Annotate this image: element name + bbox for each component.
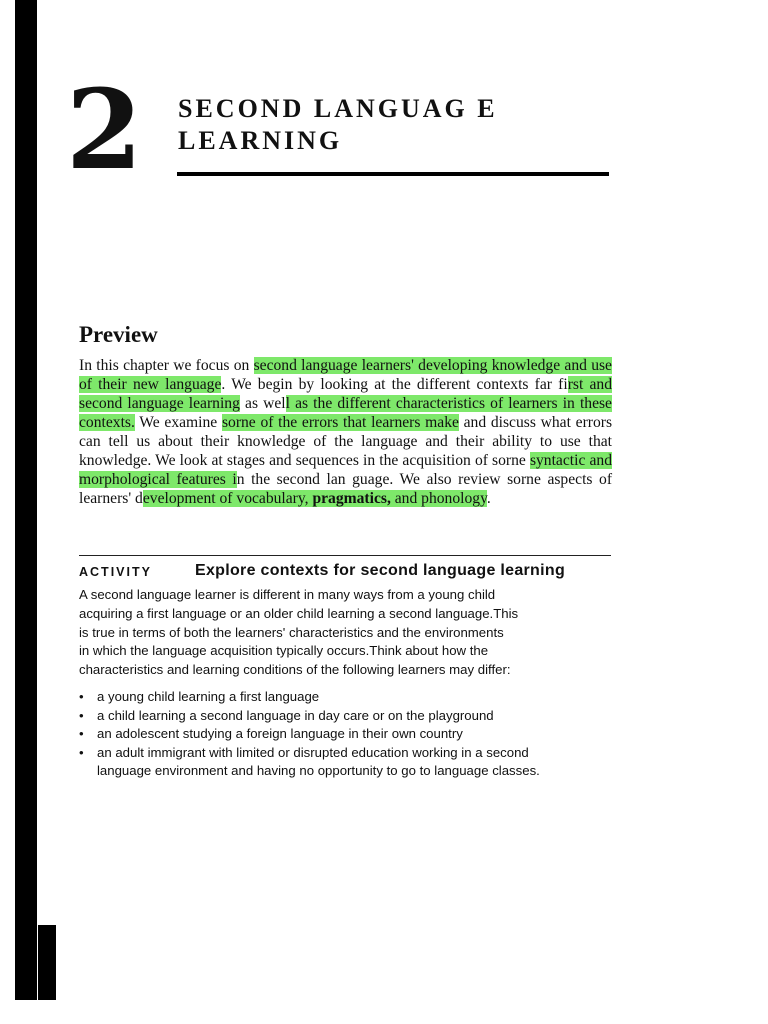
activity-line: characteristics and learning conditions of the following learners may differ: <box>79 662 511 678</box>
page-binding-edge <box>15 0 37 1000</box>
bullet-icon: • <box>79 744 84 760</box>
list-item: • a young child learning a first language <box>79 688 609 707</box>
highlighted-text: sorne of the errors that learners make <box>221 414 459 431</box>
activity-line: A second language learner is different in many ways from a young child <box>79 587 496 602</box>
preview-text: . <box>486 490 491 507</box>
list-item: • an adult immigrant with limited or disrupted education working in a second language environment and having no opportunity to go to language classes. <box>79 744 540 778</box>
preview-text: as wel <box>239 395 286 412</box>
bullet-icon: • <box>79 707 84 723</box>
chapter-title-line-2: LEARNING <box>178 126 343 155</box>
page-binding-edge-bottom <box>38 925 56 1000</box>
list-item: • an adolescent studying a foreign language in their own country <box>79 725 609 744</box>
title-rule <box>177 172 609 176</box>
activity-paragraph <box>79 586 609 680</box>
highlighted-text: pragmatics, <box>312 490 391 507</box>
preview-text: and discuss what errors can tell us about their knowledge of the language and their ability to use that knowledge. We look at stages and sequences in the acquisition of sorne <box>79 414 613 469</box>
preview-paragraph <box>79 356 612 508</box>
preview-text: We examine <box>134 414 222 431</box>
list-item: • a child learning a second language in day care or on the playground <box>79 707 609 726</box>
preview-heading: Preview <box>79 322 158 347</box>
chapter-title-line-1: SECOND LANGUAG E <box>178 94 498 123</box>
bullet-icon: • <box>79 726 84 741</box>
activity-title: Explore contexts for second language learning <box>195 562 566 579</box>
highlighted-text: l as the different characteristics of learners in these contexts. <box>79 395 612 431</box>
highlighted-text: rst and second language learning <box>79 376 612 412</box>
highlighted-text: y <box>480 490 487 507</box>
bullet-icon: • <box>79 689 84 704</box>
activity-line: in which the language acquisition typically occurs.Think about how the <box>79 643 489 659</box>
learner-list <box>79 688 609 781</box>
preview-text: n the second lan guage. We also review sorne aspects of learners' d <box>79 471 613 507</box>
highlighted-text: evelopment of vocabulary, <box>142 490 313 507</box>
highlighted-text: syntactic and morphological features i <box>79 452 612 488</box>
preview-text: In this chapter we focus on <box>79 357 254 374</box>
highlighted-text: and phonolog <box>390 490 481 507</box>
chapter-number: 2 <box>66 65 141 194</box>
activity-label: ACTIVITY <box>79 565 152 579</box>
highlighted-text: second language learners' developing knowledge and use of their new language <box>79 357 612 393</box>
activity-divider <box>79 555 611 556</box>
activity-line: is true in terms of both the learners' characteristics and the environments <box>79 624 504 640</box>
chapter-title <box>178 93 498 157</box>
preview-text: . We begin by looking at the different contexts far fi <box>221 376 568 393</box>
activity-line: acquiring a first language or an older child learning a second language.This <box>79 605 519 621</box>
